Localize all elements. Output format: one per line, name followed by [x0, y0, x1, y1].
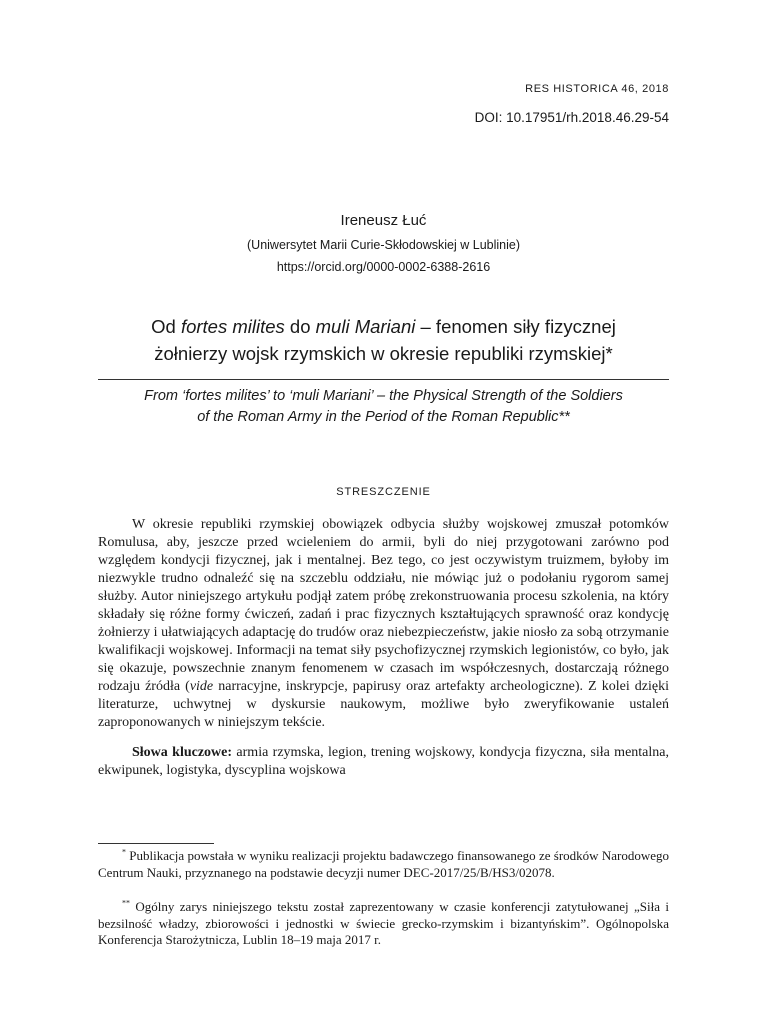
- footnote-1-text: Publikacja powstała w wyniku realizacji projektu badawczego finansowanego ze środków Narodowego Centrum Nauki, przyznanego na podstawie decyzji numer DEC-2017/25/B/HS3/02078.: [98, 848, 669, 880]
- keywords-list: armia rzymska, legion, trening wojskowy, kondycja fizyczna, siła mentalna, ekwipunek, logistyka, dyscyplina wojskowa: [98, 745, 669, 778]
- english-title-line-2: of the Roman Army in the Period of the Roman Republic**: [197, 409, 570, 425]
- abstract-vide: vide: [189, 679, 214, 694]
- footnote-2-text: Ogólny zarys niniejszego tekstu został zaprezentowany w czasie konferencji zatytułowanej „Siła i bezsilność władzy, zbiorowości i jednostki w świecie grecko-rzymskim i bizantyńskim”. Ogólnopolska Konferencja Starożytnicza, Lublin 18–19 maja 2017 r.: [98, 899, 669, 947]
- article-title: [98, 313, 669, 367]
- author-affiliation: (Uniwersytet Marii Curie-Skłodowskiej w Lublinie): [247, 238, 520, 252]
- abstract-text-part-2: narracyjne, inskrypcje, papirusy oraz artefakty archeologiczne). Z kolei dzięki literaturze, uchwytnej w dyskursie naukowym, możliwe było zweryfikowanie ustaleń zaproponowanych w niniejszym tekście.: [98, 679, 670, 730]
- title-text-1: Od: [151, 316, 181, 337]
- title-divider: [98, 379, 669, 380]
- journal-header: RES HISTORICA 46, 2018: [525, 83, 669, 95]
- footnote-1: [98, 848, 669, 881]
- title-italic-2: muli Mariani: [315, 316, 416, 337]
- doi-link[interactable]: DOI: 10.17951/rh.2018.46.29-54: [474, 110, 669, 125]
- article-page: [98, 0, 669, 1024]
- footnote-1-mark: *: [122, 847, 126, 857]
- english-title: [98, 386, 669, 428]
- abstract-text: [98, 516, 669, 732]
- title-text-2: do: [284, 316, 316, 337]
- title-text-3: – fenomen siły fizycznej: [415, 316, 616, 337]
- keywords: [98, 744, 669, 780]
- footnote-2-mark: **: [122, 898, 130, 908]
- abstract-text-part-1: W okresie republiki rzymskiej obowiązek odbycia służby wojskowej zmuszał potomków Romulusa, aby, jeszcze przed wcieleniem do armii, byli do niej przygotowani zarówno pod względem kondycji fizycznej, jak i mentalnej. Bez tego, co jest oczywistym truizmem, byłoby im niezwykle trudno odnaleźć się na szczeblu oddziału, nie mówiąc już o podołaniu rygorom samej służby. Autor niniejszego artykułu podjął zatem próbę zrekonstruowania procesu szkolenia, na który składały się różne formy ćwiczeń, zadań i prac fizycznych kształtujących sprawność oraz kondycję żołnierzy i ułatwiających adaptację do trudów oraz niebezpieczeństw, jakie niosło za sobą otrzymanie kwalifikacji wojskowej. Informacji na temat siły psychofizycznej rzymskich legionistów, co było, jak się okazuje, powszechnie znanym fenomenem w czasach im współczesnych, dostarczają różnego rodzaju źródła (: [98, 517, 669, 694]
- author-name: Ireneusz Łuć: [340, 212, 427, 229]
- title-line-2: żołnierzy wojsk rzymskich w okresie republiki rzymskiej*: [154, 343, 613, 364]
- orcid-link[interactable]: https://orcid.org/0000-0002-6388-2616: [276, 260, 491, 274]
- english-title-line-1: From ‘fortes milites’ to ‘muli Mariani’ – the Physical Strength of the Soldiers: [144, 388, 623, 404]
- author-block: [98, 210, 669, 278]
- title-italic-1: fortes milites: [180, 316, 285, 337]
- footnote-divider: [98, 843, 214, 844]
- footnote-2: [98, 899, 669, 949]
- keywords-label: Słowa kluczowe:: [132, 745, 233, 760]
- title-line-1: [98, 313, 669, 340]
- abstract-heading: STRESZCZENIE: [336, 486, 431, 498]
